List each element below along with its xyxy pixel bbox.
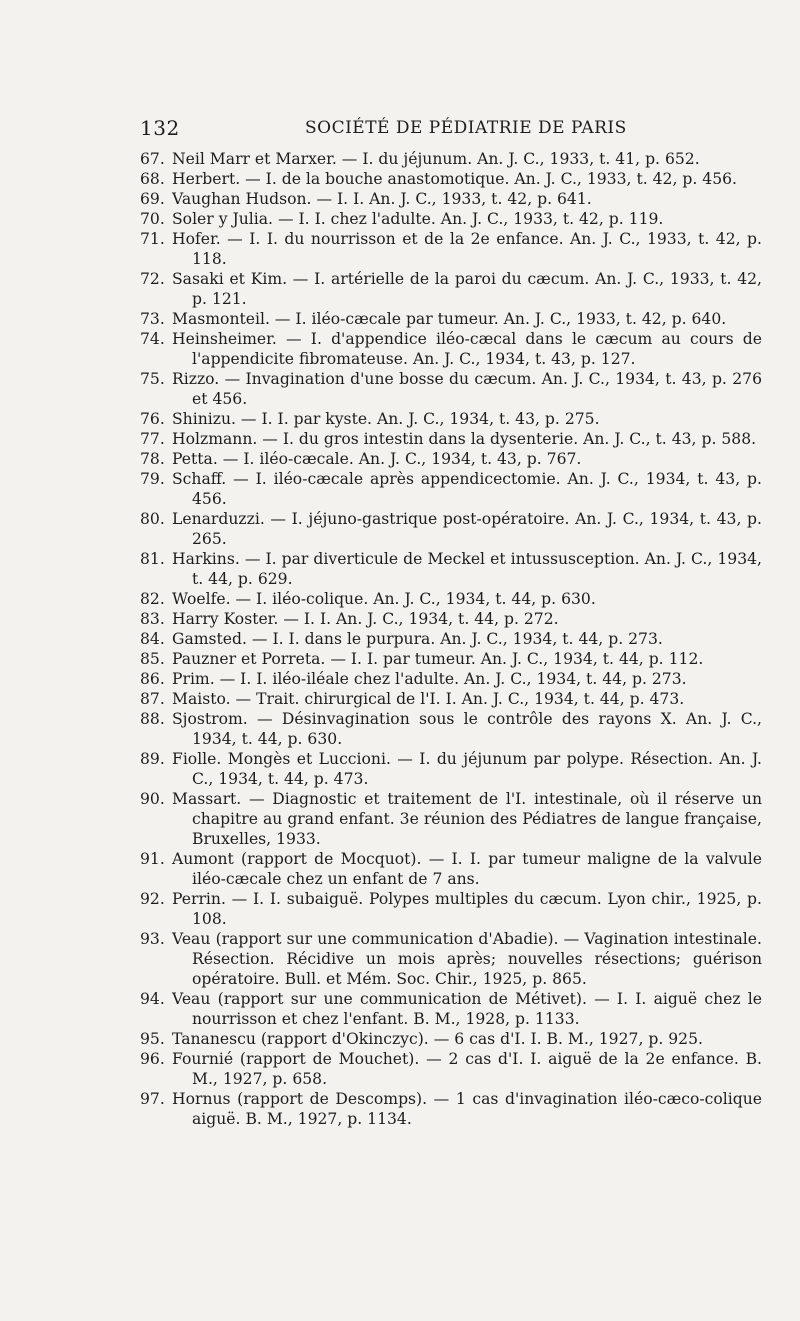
entry-number: 67. — [140, 150, 165, 168]
entry-text: Sasaki et Kim. — I. artérielle de la paroi du cæcum. An. J. C., 1933, t. 42, p. 121. — [172, 270, 762, 308]
entry-number: 70. — [140, 210, 165, 228]
entry-number: 82. — [140, 590, 165, 608]
entry-number: 76. — [140, 410, 165, 428]
entry-number: 73. — [140, 310, 165, 328]
entry-text: Gamsted. — I. I. dans le purpura. An. J. C., 1934, t. 44, p. 273. — [172, 630, 663, 648]
entry-number: 81. — [140, 550, 165, 568]
entry-text: Veau (rapport sur une communication d'Abadie). — Vagination intestinale. Résection. Récidive un mois après; nouvelles résections; guérison opératoire. Bull. et Mém. Soc. Chir., 1925, p. 865. — [172, 930, 762, 988]
entry-text: Sjostrom. — Désinvagination sous le contrôle des rayons X. An. J. C., 1934, t. 44, p. 630. — [172, 710, 762, 748]
entry-number: 89. — [140, 750, 165, 768]
entry-text: Fournié (rapport de Mouchet). — 2 cas d'I. I. aiguë de la 2e enfance. B. M., 1927, p. 658. — [172, 1050, 762, 1088]
entry-number: 72. — [140, 270, 165, 288]
reference-entry — [140, 549, 762, 589]
entry-text: Shinizu. — I. I. par kyste. An. J. C., 1934, t. 43, p. 275. — [172, 410, 600, 428]
entry-number: 94. — [140, 990, 165, 1008]
entry-number: 71. — [140, 230, 165, 248]
reference-entry — [140, 989, 762, 1029]
entry-text: Holzmann. — I. du gros intestin dans la dysenterie. An. J. C., t. 43, p. 588. — [172, 430, 757, 448]
reference-entry — [140, 169, 762, 189]
reference-entry — [140, 749, 762, 789]
entry-number: 95. — [140, 1030, 165, 1048]
entry-text: Petta. — I. iléo-cæcale. An. J. C., 1934, t. 43, p. 767. — [172, 450, 582, 468]
reference-entry — [140, 309, 762, 329]
entry-text: Masmonteil. — I. iléo-cæcale par tumeur. An. J. C., 1933, t. 42, p. 640. — [172, 310, 727, 328]
entry-text: Hornus (rapport de Descomps). — 1 cas d'invagination iléo-cæco-colique aiguë. B. M., 1927, p. 1134. — [172, 1090, 762, 1128]
reference-entry — [140, 509, 762, 549]
entry-number: 74. — [140, 330, 165, 348]
entry-number: 93. — [140, 930, 165, 948]
running-title: SOCIÉTÉ DE PÉDIATRIE DE PARIS — [305, 118, 627, 138]
entry-number: 83. — [140, 610, 165, 628]
entry-text: Aumont (rapport de Mocquot). — I. I. par tumeur maligne de la valvule iléo-cæcale chez un enfant de 7 ans. — [172, 850, 762, 888]
entry-number: 87. — [140, 690, 165, 708]
entry-number: 85. — [140, 650, 165, 668]
reference-entry — [140, 1049, 762, 1089]
entry-number: 77. — [140, 430, 165, 448]
reference-entry — [140, 149, 762, 169]
entry-number: 91. — [140, 850, 165, 868]
entry-number: 84. — [140, 630, 165, 648]
entry-text: Massart. — Diagnostic et traitement de l'I. intestinale, où il réserve un chapitre au grand enfant. 3e réunion des Pédiatres de langue française, Bruxelles, 1933. — [172, 790, 762, 848]
entry-text: Maisto. — Trait. chirurgical de l'I. I. An. J. C., 1934, t. 44, p. 473. — [172, 690, 685, 708]
reference-entry — [140, 689, 762, 709]
reference-entry — [140, 1029, 762, 1049]
entry-text: Hofer. — I. I. du nourrisson et de la 2e enfance. An. J. C., 1933, t. 42, p. 118. — [172, 230, 762, 268]
entry-text: Lenarduzzi. — I. jéjuno-gastrique post-opératoire. An. J. C., 1934, t. 43, p. 265. — [172, 510, 762, 548]
reference-entry — [140, 209, 762, 229]
reference-list — [140, 149, 762, 1129]
reference-entry — [140, 589, 762, 609]
reference-entry — [140, 929, 762, 989]
entry-text: Woelfe. — I. iléo-colique. An. J. C., 1934, t. 44, p. 630. — [172, 590, 596, 608]
reference-entry — [140, 649, 762, 669]
reference-entry — [140, 1089, 762, 1129]
entry-number: 75. — [140, 370, 165, 388]
reference-entry — [140, 789, 762, 849]
entry-text: Heinsheimer. — I. d'appendice iléo-cæcal dans le cæcum au cours de l'appendicite fibromateuse. An. J. C., 1934, t. 43, p. 127. — [172, 330, 762, 368]
entry-text: Veau (rapport sur une communication de Métivet). — I. I. aiguë chez le nourrisson et chez l'enfant. B. M., 1928, p. 1133. — [172, 990, 762, 1028]
reference-entry — [140, 369, 762, 409]
entry-number: 97. — [140, 1090, 165, 1108]
entry-number: 92. — [140, 890, 165, 908]
entry-number: 90. — [140, 790, 165, 808]
reference-entry — [140, 329, 762, 369]
entry-text: Harkins. — I. par diverticule de Meckel et intussusception. An. J. C., 1934, t. 44, p. 629. — [172, 550, 762, 588]
reference-entry — [140, 709, 762, 749]
reference-entry — [140, 889, 762, 929]
entry-text: Herbert. — I. de la bouche anastomotique. An. J. C., 1933, t. 42, p. 456. — [172, 170, 737, 188]
entry-number: 86. — [140, 670, 165, 688]
entry-text: Perrin. — I. I. subaiguë. Polypes multiples du cæcum. Lyon chir., 1925, p. 108. — [172, 890, 762, 928]
reference-entry — [140, 229, 762, 269]
entry-text: Fiolle. Mongès et Luccioni. — I. du jéjunum par polype. Résection. An. J. C., 1934, t. 44, p. 473. — [172, 750, 762, 788]
reference-entry — [140, 609, 762, 629]
entry-text: Pauzner et Porreta. — I. I. par tumeur. An. J. C., 1934, t. 44, p. 112. — [172, 650, 704, 668]
reference-entry — [140, 849, 762, 889]
entry-number: 80. — [140, 510, 165, 528]
entry-text: Vaughan Hudson. — I. I. An. J. C., 1933, t. 42, p. 641. — [172, 190, 592, 208]
page-number: 132 — [140, 116, 180, 140]
entry-number: 79. — [140, 470, 165, 488]
entry-text: Prim. — I. I. iléo-iléale chez l'adulte. An. J. C., 1934, t. 44, p. 273. — [172, 670, 687, 688]
entry-text: Soler y Julia. — I. I. chez l'adulte. An. J. C., 1933, t. 42, p. 119. — [172, 210, 664, 228]
reference-entry — [140, 469, 762, 509]
reference-entry — [140, 669, 762, 689]
entry-number: 78. — [140, 450, 165, 468]
entry-text: Schaff. — I. iléo-cæcale après appendicectomie. An. J. C., 1934, t. 43, p. 456. — [172, 470, 762, 508]
entry-number: 68. — [140, 170, 165, 188]
reference-entry — [140, 429, 762, 449]
reference-entry — [140, 449, 762, 469]
entry-text: Neil Marr et Marxer. — I. du jéjunum. An. J. C., 1933, t. 41, p. 652. — [172, 150, 700, 168]
reference-entry — [140, 629, 762, 649]
reference-entry — [140, 409, 762, 429]
entry-number: 69. — [140, 190, 165, 208]
entry-text: Tananescu (rapport d'Okinczyc). — 6 cas d'I. I. B. M., 1927, p. 925. — [172, 1030, 703, 1048]
entry-number: 96. — [140, 1050, 165, 1068]
entry-text: Harry Koster. — I. I. An. J. C., 1934, t. 44, p. 272. — [172, 610, 559, 628]
reference-entry — [140, 269, 762, 309]
page-header — [140, 106, 760, 142]
reference-entry — [140, 189, 762, 209]
entry-text: Rizzo. — Invagination d'une bosse du cæcum. An. J. C., 1934, t. 43, p. 276 et 456. — [172, 370, 762, 408]
entry-number: 88. — [140, 710, 165, 728]
